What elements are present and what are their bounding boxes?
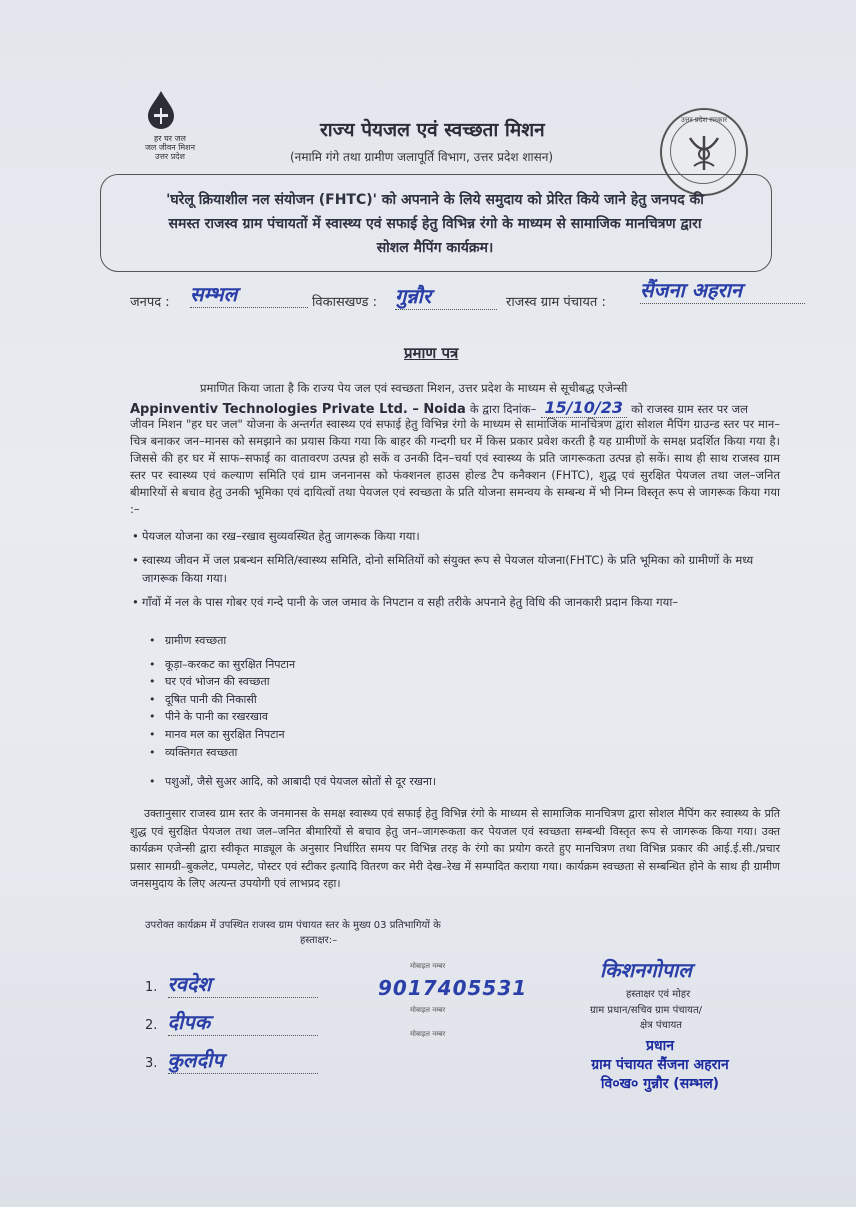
mobile-label: मोबाइल नम्बर — [410, 962, 446, 970]
representatives-label: उपरोक्त कार्यक्रम में उपस्थित राजस्व ग्राम पंचायत स्तर के मुख्य 03 प्रतिभागियों के — [145, 920, 441, 931]
awareness-bullets — [130, 527, 780, 611]
program-title-line: समस्त राजस्व ग्राम पंचायतों में स्वास्थ्य एवं सफाई हेतु विभिन्न रंगो के माध्यम से सामाजिक मानचित्रण द्वारा — [168, 216, 702, 232]
logo-caption-line: जल जीवन मिशन — [144, 143, 196, 152]
logo-caption-line: उत्तर प्रदेश — [155, 152, 185, 161]
list-item: • स्वास्थ्य जीवन में जल प्रबन्धन समिति/स्वास्थ्य समिति, दोनो समितियों को संयुक्त रूप से पेयजल योजना(FHTC) के प्रति भूमिका को ग्रामीणों के मध्य जागरूक किया गया। — [142, 551, 780, 587]
list-item: • ग्रामीण स्वच्छता — [165, 632, 436, 650]
signatures-label: हस्ताक्षर:– — [300, 935, 338, 946]
stamp-line: ग्राम पंचायत सैंजना अहरान — [591, 1057, 729, 1073]
water-drop-icon — [145, 90, 177, 130]
signature-name: कुलदीप — [168, 1046, 318, 1074]
date-suffix: को राजस्व ग्राम स्तर पर जल — [631, 402, 748, 416]
program-title — [115, 188, 755, 260]
document-subtitle: (नमामि गंगे तथा ग्रामीण जलापूर्ति विभाग, उत्तर प्रदेश शासन) — [290, 150, 554, 164]
list-item: • कूड़ा–करकट का सुरक्षित निपटान — [165, 656, 436, 674]
head-role: क्षेत्र पंचायत — [640, 1020, 682, 1031]
block-value: गुन्नौर — [395, 282, 497, 310]
stamp-line: वि०ख० गुन्नौर (सम्भल) — [600, 1076, 720, 1092]
program-title-line: सोशल मैपिंग कार्यक्रम। — [376, 240, 494, 256]
list-item: • गाँवों में नल के पास गोबर एवं गन्दे पानी के जल जमाव के निपटान व सही तरीके अपनाने हेतु विधि की जानकारी प्रदान किया गया– — [142, 593, 780, 611]
signature-number: 1. — [145, 980, 158, 995]
mobile-label: मोबाइल नम्बर — [410, 1030, 446, 1038]
mobile-value: 9017405531 — [378, 976, 528, 1000]
certificate-body: जीवन मिशन "हर घर जल" योजना के अन्तर्गत स्वास्थ्य एवं सफाई हेतु विभिन्न रंगो के माध्यम से सामाजिक मानचित्रण द्वारा सोशल मैपिंग ग्राउन्ड स्तर पर मान–चित्र बनाकर जन–मानस को समझाने का प्रयास किया गया कि बाहर की गन्दगी घर में किस प्रकार प्रवेश करती है यह ग्रामीणों के समक्ष प्रदर्शित किया गया है। जिससे की हर घर में साफ–सफाई का वातावरण उत्पन्न हो सकें व उनकी दिन–चर्या एवं स्वास्थ्य के प्रति जागरूकता उत्पन्न हो सकें। साथ ही साथ राजस्व ग्राम स्तर पर स्वास्थ्य एवं कल्याण समिति एवं ग्राम जननानस को फंक्शनल हाउस होल्ड टैप कनैक्शन (FHTC), शुद्ध एवं सुरक्षित पेयजल तथा जल–जनित बीमारियों से बचाव हेतु उनकी भूमिका एवं दायित्वों तथा पेयजल एवं स्वच्छता के प्रति योजना समन्वय के सम्बन्ध में भी निम्न विस्तृत रूप से जागरूक किया गया :– — [130, 417, 780, 516]
village-value: सैंजना अहरान — [640, 276, 805, 304]
list-item: • मानव मल का सुरक्षित निपटान — [165, 726, 436, 744]
emblem-text: उत्तर प्रदेश सरकार — [680, 116, 728, 124]
date-value: 15/10/23 — [541, 398, 627, 418]
signature-name: रवदेश — [168, 970, 318, 998]
logo-caption-line: हर घर जल — [154, 134, 186, 143]
block-label: विकासखण्ड : — [312, 295, 378, 310]
date-prefix: के द्वारा दिनांक– — [469, 402, 537, 416]
program-title-line: 'घरेलू क्रियाशील नल संयोजन (FHTC)' को अपनाने के लिये समुदाय को प्रेरित किये जाने हेतु जनपद की — [166, 192, 704, 208]
list-item: • घर एवं भोजन की स्वच्छता — [165, 673, 436, 691]
agency-line — [130, 398, 780, 418]
head-role: ग्राम प्रधान/सचिव ग्राम पंचायत/ — [590, 1005, 703, 1016]
signature-row — [145, 1008, 318, 1036]
village-label: राजस्व ग्राम पंचायत : — [506, 295, 606, 310]
pradhan-stamp — [570, 1037, 750, 1094]
certificate-summary: उक्तानुसार राजस्व ग्राम स्तर के जनमानस के समक्ष स्वास्थ्य एवं सफाई हेतु विभिन्न रंगो के माध्यम से सामाजिक मानचित्रण द्वारा सोशल मैपिंग कर स्वास्थ्य के प्रति शुद्ध एवं सुरक्षित पेयजल तथा जल–जनित बीमारियों से बचाव हेतु जन–जागरूकता कर पेयजल एवं स्वच्छता सम्बन्धी विस्तृत रूप से जागरूक किया गया। उक्त कार्यक्रम एजेन्सी द्वारा स्वीकृत माड्यूल के अनुसार निर्धारित समय पर विभिन्न तरह के रंगो का प्रयोग करते हुए मानचित्रण तथा विभिन्न प्रकार की आई.ई.सी./प्रचार प्रसार सामग्री–बुकलेट, पम्पलेट, पोस्टर एवं स्टीकर इत्यादि वितरण कर मेरी देख–रेख में सम्पादित कराया गया। कार्यक्रम स्वच्छता से सम्बन्धित होने के साथ ही ग्रामीण जनसमुदाय के लिए अत्यन्त उपयोगी एवं लाभप्रद रहा। — [130, 807, 780, 890]
district-label: जनपद : — [130, 295, 170, 310]
list-item: • दूषित पानी की निकासी — [165, 691, 436, 709]
logo-caption — [130, 134, 210, 161]
signature-row — [145, 1046, 318, 1074]
sanitation-topics — [165, 632, 436, 791]
list-item: • पेयजल योजना का रख–रखाव सुव्यवस्थित हेतु जागरूक किया गया। — [142, 527, 780, 545]
signature-name: दीपक — [168, 1008, 318, 1036]
signature-number: 3. — [145, 1056, 158, 1071]
emblem-symbol-icon — [684, 130, 724, 174]
agency-name: Appinventiv Technologies Private Ltd. – Noida — [130, 402, 466, 417]
head-sign-label: हस्ताक्षर एवं मोहर — [626, 989, 691, 1000]
head-signature: किशनगोपाल — [600, 958, 692, 982]
list-item: • पशुओं, जैसे सुअर आदि, को आबादी एवं पेयजल स्रोतों से दूर रखना। — [165, 773, 436, 791]
signature-number: 2. — [145, 1018, 158, 1033]
list-item: • पीने के पानी का रखरखाव — [165, 708, 436, 726]
certificate-heading: प्रमाण पत्र — [404, 344, 459, 362]
stamp-line: प्रधान — [646, 1038, 674, 1054]
mobile-label: मोबाइल नम्बर — [410, 1006, 446, 1014]
certificate-intro-line: प्रमाणित किया जाता है कि राज्य पेय जल एवं स्वच्छता मिशन, उत्तर प्रदेश के माध्यम से सूचीबद्ध एजेन्सी — [200, 381, 628, 395]
district-value: सम्भल — [190, 280, 308, 308]
signature-row — [145, 970, 318, 998]
document-title: राज्य पेयजल एवं स्वच्छता मिशन — [320, 119, 545, 141]
har-ghar-jal-logo — [130, 90, 210, 170]
list-item: • व्यक्तिगत स्वच्छता — [165, 744, 436, 762]
